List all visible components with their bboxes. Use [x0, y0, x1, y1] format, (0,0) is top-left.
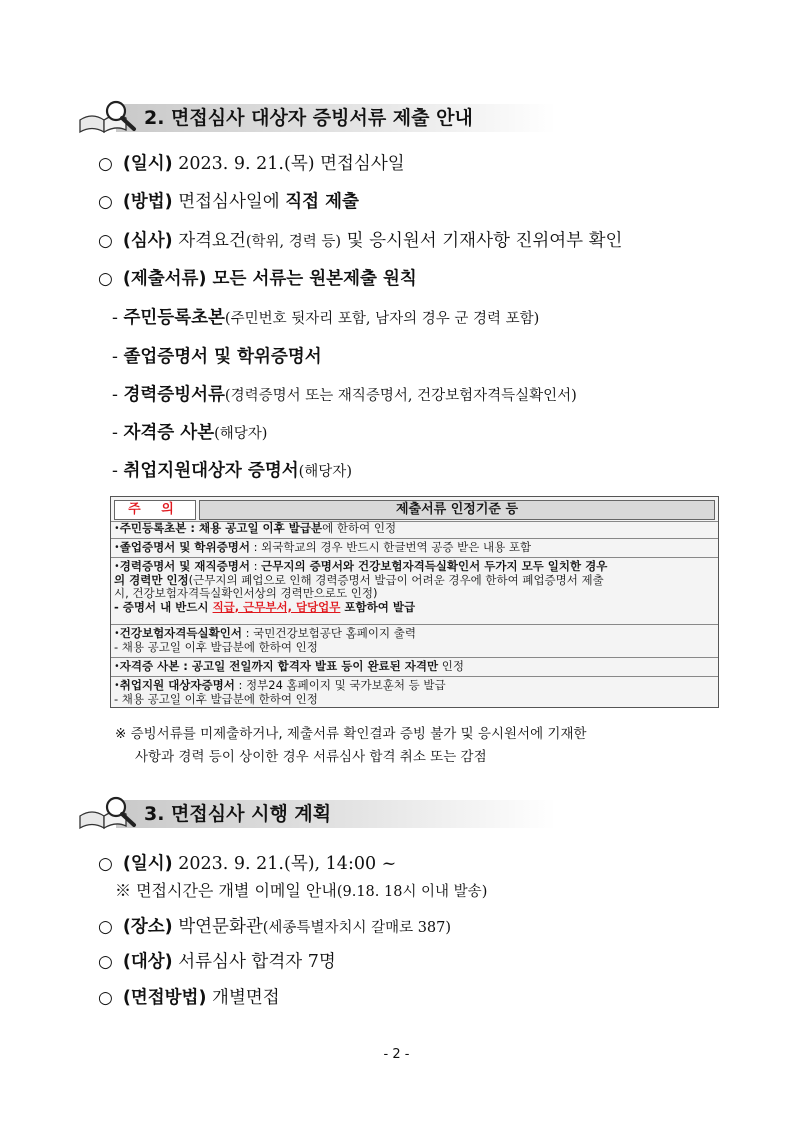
doc-item: - 경력증빙서류(경력증명서 또는 재직증명서, 건강보험자격득실확인서) [112, 385, 577, 405]
section2-header [76, 98, 546, 136]
footnote-line1: ※ 증빙서류를 미제출하거나, 제출서류 확인결과 증빙 불가 및 응시원서에 기재한 [115, 726, 587, 742]
item-method: ○ (방법) 면접심사일에 직접 제출 [98, 192, 359, 212]
section3-title: 3. 면접심사 시행 계획 [144, 803, 332, 825]
notice-row: ･건강보험자격득실확인서 : 국민건강보험공단 홈페이지 출력 - 채용 공고일 이후 발급분에 한하여 인정 [111, 624, 718, 657]
section2-title: 2. 면접심사 대상자 증빙서류 제출 안내 [144, 107, 473, 129]
notice-row: ･취업지원 대상자증명서 : 정부24 홈페이지 및 국가보훈처 등 발급 - 채용 공고일 이후 발급분에 한하여 인정 [111, 676, 718, 707]
item-date: ○ (일시) 2023. 9. 21.(목) 면접심사일 [98, 154, 405, 174]
notice-header: 제출서류 인정기준 등 [199, 500, 715, 520]
notice-row: ･졸업증명서 및 학위증명서 : 외국학교의 경우 반드시 한글번역 공증 받은 내용 포함 [111, 538, 718, 557]
notice-row: ･경력증명서 및 재직증명서 : 근무지의 증명서와 건강보험자격득실확인서 두가지 모두 일치한 경우 의 경력만 인정(근무지의 폐업으로 인해 경력증명서 발급이 어려운 경우에 한하여 폐업증명서 제출 시, 건강보험자격득실확인서상의 경력만으로도 인정) - 증명서 내 반드시 직급, 근무부서, 담당업무 포함하여 발급 [111, 557, 718, 624]
item-interview-method: ○ (면접방법) 개별면접 [98, 988, 280, 1008]
footnote-line2: 사항과 경력 등이 상이한 경우 서류심사 합격 취소 또는 감점 [135, 749, 487, 765]
page-number: - 2 - [383, 1047, 410, 1062]
book-magnifier-icon [76, 794, 140, 832]
notice-row: ･자격증 사본 : 공고일 전일까지 합격자 발표 등이 완료된 자격만 인정 [111, 657, 718, 676]
doc-item: - 자격증 사본(해당자) [112, 423, 268, 443]
doc-item: - 주민등록초본(주민번호 뒷자리 포함, 남자의 경우 군 경력 포함) [112, 308, 540, 328]
notice-row: ･주민등록초본 : 채용 공고일 이후 발급분에 한하여 인정 [111, 521, 718, 538]
notice-box [110, 496, 719, 708]
doc-item: - 졸업증명서 및 학위증명서 [112, 347, 322, 367]
item-date: ○ (일시) 2023. 9. 21.(목), 14:00 ~ [98, 854, 397, 874]
interview-time-note: ※ 면접시간은 개별 이메일 안내(9.18. 18시 이내 발송) [115, 881, 488, 900]
book-magnifier-icon [76, 98, 140, 136]
section3-header [76, 794, 546, 832]
doc-item: - 취업지원대상자 증명서(해당자) [112, 461, 352, 481]
item-review: ○ (심사) 자격요건(학위, 경력 등) 및 응시원서 기재사항 진위여부 확인 [98, 231, 623, 251]
notice-caution-label: 주 의 [114, 500, 196, 520]
item-target: ○ (대상) 서류심사 합격자 7명 [98, 952, 336, 972]
item-documents: ○ (제출서류) 모든 서류는 원본제출 원칙 [98, 269, 417, 289]
item-place: ○ (장소) 박연문화관(세종특별자치시 갈매로 387) [98, 917, 452, 937]
